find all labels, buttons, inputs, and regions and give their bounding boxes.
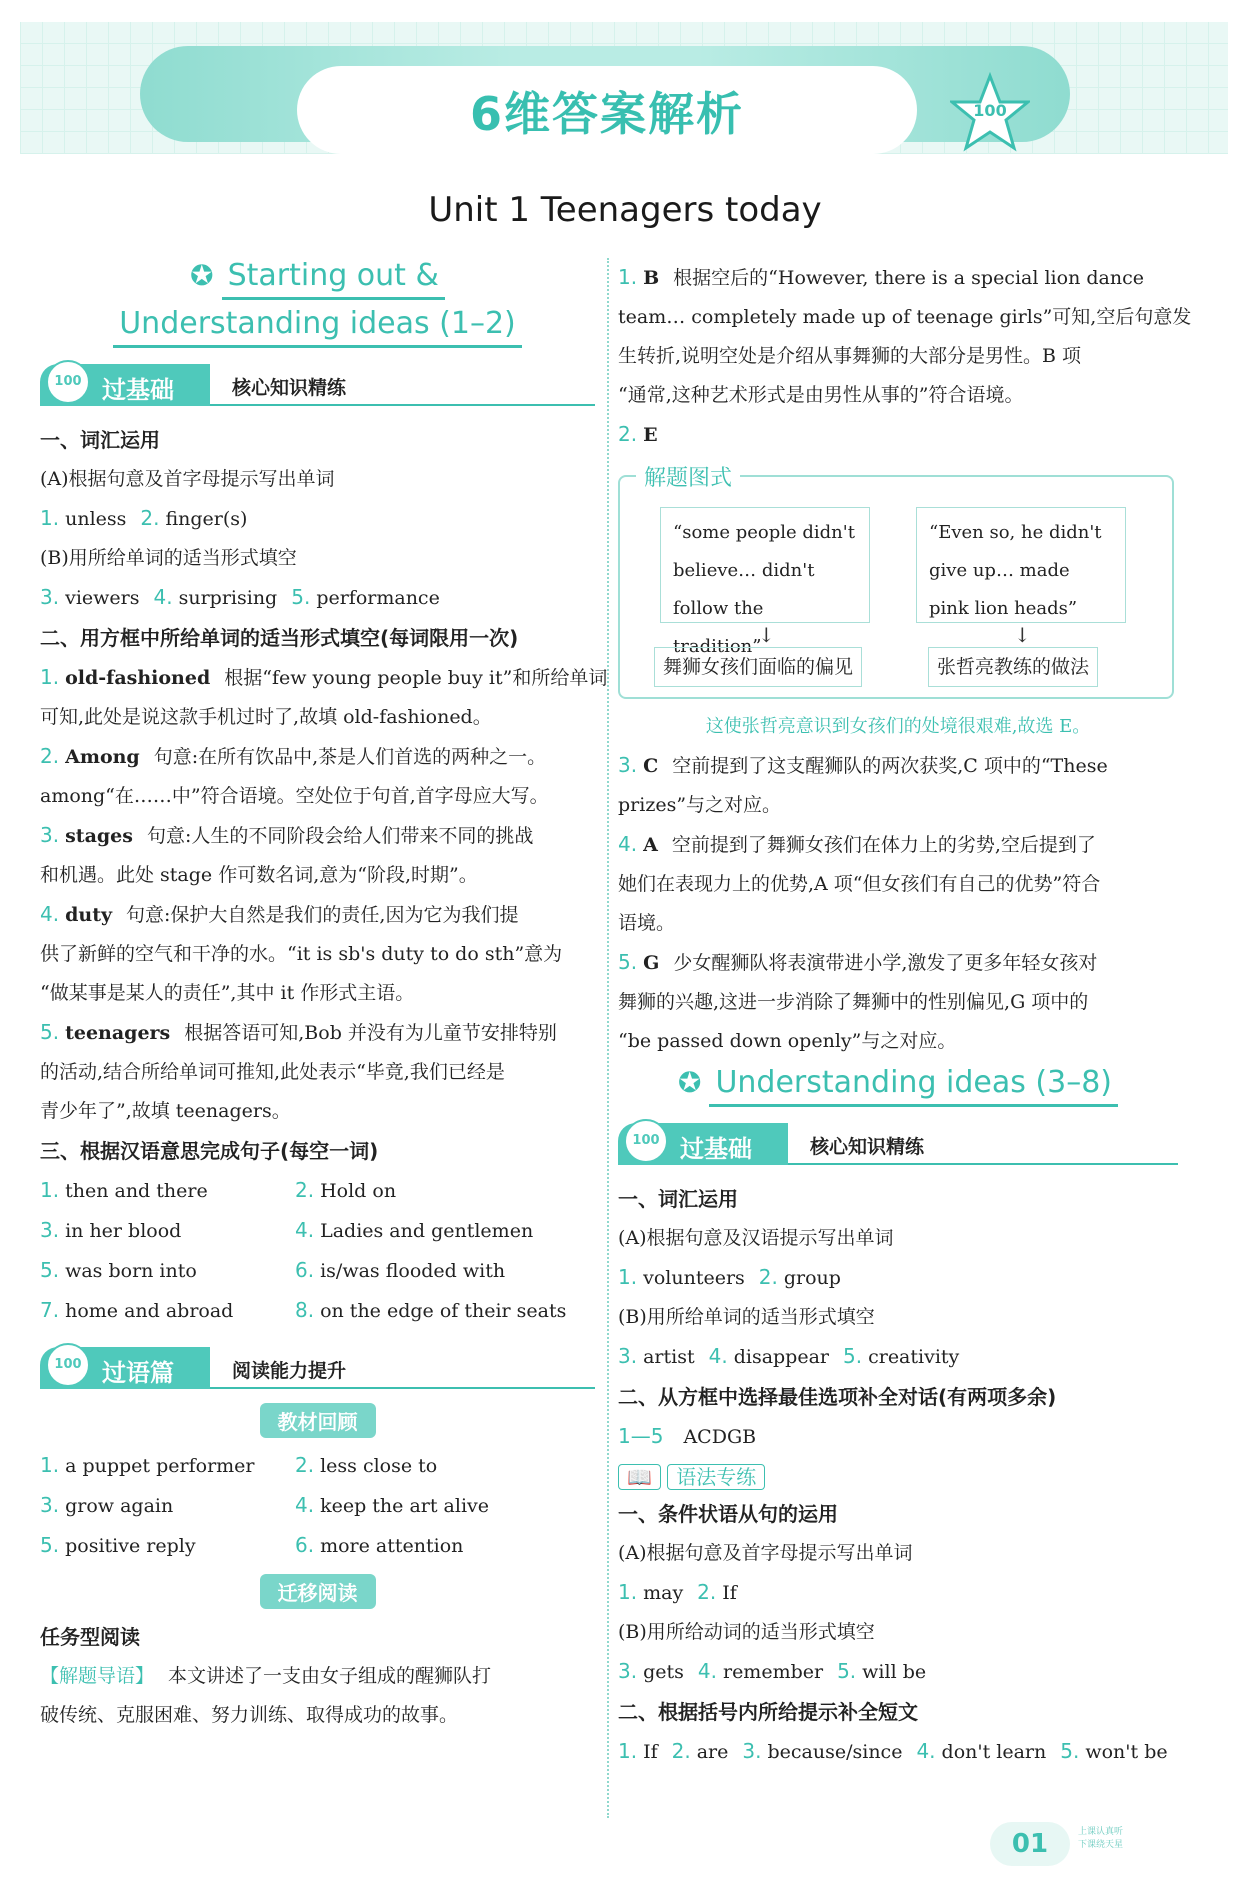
section-subtitle: Understanding ideas (1–2) <box>40 306 595 348</box>
answer-row: 3. artist 4. disappear 5. creativity <box>618 1344 960 1368</box>
answer-row: 1. may 2. If <box>618 1580 737 1604</box>
page-number: 01 <box>990 1822 1070 1866</box>
answer-row: 3. viewers 4. surprising 5. performance <box>40 585 440 609</box>
tag-bar-basics: 100 过基础 核心知识精练 <box>618 1121 1178 1165</box>
answer-item: 1. old-fashioned 根据“few young people buy it”和所给单词 <box>40 665 608 689</box>
left-column: ✪ Starting out & Understanding ideas (1–2) 100 过基础 核心知识精练 一、词汇运用 (A)根据句意及首字母提示写出单词 1. unless 2. finger(s) (B)用所给单词的适当形式填空 3. viewers 4. surprising 5. performance 二、用方框中所给单词的适当形式填空(每词限用一次) 1. old-fashioned 根据“few young people buy it”和所给单词 可知,此处是说这款手机过时了,故填 old-fashioned。 2. Among 句意:在所有饮品中,茶是人们首选的两种之一。 among“在……中”符合语境。空处位于句首,首字母应大写。 3. stages 句意:人生的不同阶段会给人们带来不同的挑战 和机遇。此处 stage 作可数名词,意为“阶段,时期”。 4. duty 句意:保护大自然是我们的责任,因为它为我们提 供了新鲜的空气和干净的水。“it is sb's duty to do sth”意为 “做某事是某人的责任”,其中 it 作形式主语。 5. teenagers 根据答语可知,Bob 并没有为儿童节安排特别 的活动,结合所给单词可推知,此处表示“毕竟,我们已经是 青少年了”,故填 teenagers。 三、根据汉语意思完成句子(每空一词) 1. then and there 2. Hold on 3. in her blood 4. Ladies and gentlemen 5. was born into 6. is/was flooded with 7. home and abroad 8. on the edge of their seats 100 过语篇 阅读能力提升 教材回顾 1. a puppet performer 2. less close to 3. grow again 4. keep the art alive 5. positive reply 6. more attention 迁移阅读 任务型阅读 【解题导语】 本文讲述了一支由女子组成的醒狮队打 破传统、克服困难、努力训练、取得成功的故事。 <box>40 258 608 1726</box>
answer-item: 1. B 根据空后的“However, there is a special lion dance <box>618 265 1144 289</box>
book-icon: 📖 <box>618 1464 661 1490</box>
answer-row: 1—5 ACDGB <box>618 1424 757 1448</box>
answer-item: 5. teenagers 根据答语可知,Bob 并没有为儿童节安排特别 <box>40 1020 557 1044</box>
footer-slogan: 上课认真听 下课绕天星 <box>1078 1827 1124 1850</box>
mascot-badge-icon: 100 <box>46 1343 90 1387</box>
mascot-icon <box>950 72 1030 162</box>
answer-item: 4. A 空前提到了舞狮女孩们在体力上的劣势,空后提到了 <box>618 832 1096 856</box>
answer-item: 2. Among 句意:在所有饮品中,茶是人们首选的两种之一。 <box>40 744 547 768</box>
solution-diagram: 解题图式 “some people didn't believe… didn't follow the tradition” “Even so, he didn't give up… made pink lion heads” ↓ ↓ 舞狮女孩们面临的偏见 张哲亮教练的做法 <box>618 461 1178 701</box>
page-title: 6维答案解析 <box>469 87 744 141</box>
answer-item: 3. C 空前提到了这支醒狮队的两次获奖,C 项中的“These <box>618 753 1108 777</box>
answer-item: 4. duty 句意:保护大自然是我们的责任,因为它为我们提 <box>40 902 519 926</box>
answer-row: 1. volunteers 2. group <box>618 1265 841 1289</box>
answer-item: 5. G 少女醒狮队将表演带进小学,激发了更多年轻女孩对 <box>618 950 1098 974</box>
answer-row: 1. then and there 2. Hold on <box>40 1178 397 1202</box>
arrow-down-icon: ↓ <box>758 623 775 647</box>
answer-item: 2. E <box>618 422 658 446</box>
chip-textbook-review: 教材回顾 <box>40 1403 595 1438</box>
mascot-badge-icon: 100 <box>46 360 90 404</box>
answer-row: 3. gets 4. remember 5. will be <box>618 1659 927 1683</box>
chip-transfer-reading: 迁移阅读 <box>40 1574 595 1609</box>
section-title: ✪ Starting out & <box>40 258 595 300</box>
answer-row: 5. positive reply 6. more attention <box>40 1533 464 1557</box>
answer-item: 3. stages 句意:人生的不同阶段会给人们带来不同的挑战 <box>40 823 534 847</box>
answer-row: 5. was born into 6. is/was flooded with <box>40 1258 506 1282</box>
section-title: ✪ Understanding ideas (3–8) <box>618 1065 1178 1107</box>
star-icon: ✪ <box>190 259 214 292</box>
unit-title: Unit 1 Teenagers today <box>428 190 822 230</box>
answer-row: 3. in her blood 4. Ladies and gentlemen <box>40 1218 534 1242</box>
tag-bar-reading: 100 过语篇 阅读能力提升 <box>40 1345 595 1389</box>
tag-bar-basics: 100 过基础 核心知识精练 <box>40 362 595 406</box>
answer-row: 1. a puppet performer 2. less close to <box>40 1453 438 1477</box>
column-divider <box>607 258 609 1818</box>
answer-row: 1. unless 2. finger(s) <box>40 506 248 530</box>
mascot-badge-icon: 100 <box>624 1119 668 1163</box>
grammar-practice-label: 📖 语法专练 <box>618 1461 1178 1490</box>
answer-row: 1. If 2. are 3. because/since 4. don't learn 5. won't be <box>618 1739 1168 1763</box>
answer-row: 7. home and abroad 8. on the edge of their seats <box>40 1298 567 1322</box>
right-column: 1. B 根据空后的“However, there is a special lion dance team… completely made up of teenage girls”可知,空后句意发 生转折,说明空处是介绍从事舞狮的大部分是男性。B 项 “通常,这种艺术形式是由男性从事的”符合语境。 2. E 解题图式 “some people didn't believe… didn't follow the tradition” “Even so, he didn't give up… made pink lion heads” ↓ ↓ 舞狮女孩们面临的偏见 张哲亮教练的做法 这使张哲亮意识到女孩们的处境很艰难,故选 E。 3. C 空前提到了这支醒狮队的两次获奖,C 项中的“These prizes”与之对应。 4. A 空前提到了舞狮女孩们在体力上的劣势,空后提到了 她们在表现力上的优势,A 项“但女孩们有自己的优势”符合 语境。 5. G 少女醒狮队将表演带进小学,激发了更多年轻女孩对 舞狮的兴趣,这进一步消除了舞狮中的性别偏见,G 项中的 “be passed down openly”与之对应。 ✪ Understanding ideas (3–8) 100 过基础 核心知识精练 一、词汇运用 (A)根据句意及汉语提示写出单词 1. volunteers 2. group (B)用所给单词的适当形式填空 3. artist 4. disappear 5. creativity 二、从方框中选择最佳选项补全对话(有两项多余) 1—5 ACDGB 📖 语法专练 一、条件状语从句的运用 (A)根据句意及首字母提示写出单词 1. may 2. If (B)用所给动词的适当形式填空 3. gets 4. remember 5. will be 二、根据括号内所给提示补全短文 1. If 2. are 3. because/since 4. don't learn 5. won't be <box>618 258 1178 1772</box>
answer-row: 3. grow again 4. keep the art alive <box>40 1493 489 1517</box>
svg-text:100: 100 <box>973 101 1007 120</box>
arrow-down-icon: ↓ <box>1014 623 1031 647</box>
star-icon: ✪ <box>677 1066 702 1099</box>
